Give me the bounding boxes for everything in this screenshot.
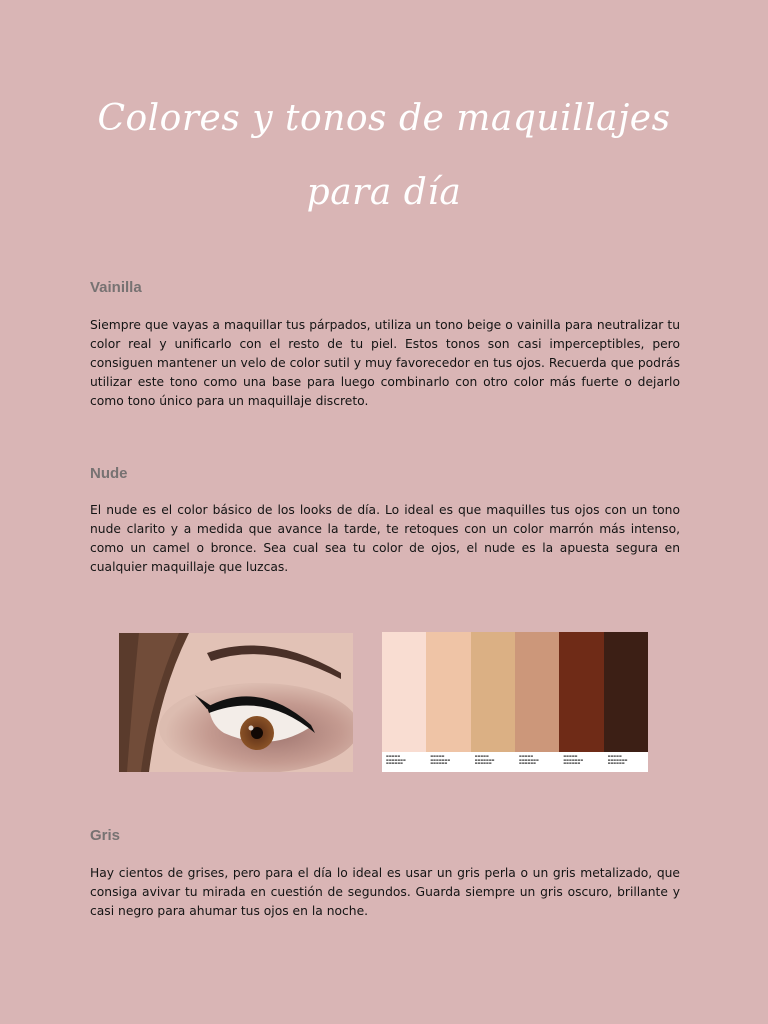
color-palette <box>382 632 648 772</box>
palette-swatch-code: ▬▬▬▬▬ ▬▬▬▬▬▬▬ ▬▬▬▬▬▬ <box>518 755 539 766</box>
eye-makeup-photo <box>119 633 353 772</box>
palette-swatch-code: ▬▬▬▬▬ ▬▬▬▬▬▬▬ ▬▬▬▬▬▬ <box>386 755 406 766</box>
section-heading-nude: Nude <box>90 465 128 482</box>
section-paragraph-nude: El nude es el color básico de los looks de día. Lo ideal es que maquilles tus ojos con un tono nude clarito y a medida que avance la tarde, te retoques con un color marrón más intenso, como un camel o bronce. Sea cual sea tu color de ojos, el nude es la apuesta segura en cualquier maquillaje que luzcas. <box>90 503 680 574</box>
palette-swatch-color <box>382 632 426 752</box>
palette-swatch-code: ▬▬▬▬▬ ▬▬▬▬▬▬▬ ▬▬▬▬▬▬ <box>430 755 451 766</box>
palette-swatch-code: ▬▬▬▬▬ ▬▬▬▬▬▬▬ ▬▬▬▬▬▬ <box>474 755 495 766</box>
palette-swatch <box>471 632 515 772</box>
palette-swatch-code: ▬▬▬▬▬ ▬▬▬▬▬▬▬ ▬▬▬▬▬▬ <box>563 755 584 766</box>
section-paragraph-gris: Hay cientos de grises, pero para el día lo ideal es usar un gris perla o un gris metalizado, que consiga avivar tu mirada en cuestión de segundos. Guarda siempre un gris oscuro, brillante y casi negro para ahumar tus ojos en la noche. <box>90 866 680 918</box>
palette-swatch-code: ▬▬▬▬▬ ▬▬▬▬▬▬▬ ▬▬▬▬▬▬ <box>607 755 628 766</box>
palette-swatch-color <box>559 632 603 752</box>
palette-swatch-color <box>515 632 559 752</box>
palette-swatch <box>515 632 559 772</box>
palette-swatch-color <box>471 632 515 752</box>
page-title-line-1: Colores y tonos de maquillajes <box>97 98 671 139</box>
section-paragraph-vainilla: Siempre que vayas a maquillar tus párpados, utiliza un tono beige o vainilla para neutralizar tu color real y unificarlo con el resto de tu piel. Estos tonos son casi imperceptibles, pero consiguen mantener un velo de color sutil y muy favorecedor en tus ojos. Recuerda que podrás utilizar este tono como una base para luego combinarlo con otro color más fuerte o dejarlo como tono único para un maquillaje discreto. <box>90 318 680 408</box>
palette-swatch <box>604 632 648 772</box>
section-heading-vainilla: Vainilla <box>90 279 142 296</box>
section-heading-gris: Gris <box>90 827 121 844</box>
page-title-line-2: para día <box>306 172 462 213</box>
palette-swatch <box>426 632 470 772</box>
palette-swatch <box>382 632 426 772</box>
palette-swatch-color <box>604 632 648 752</box>
palette-swatch <box>559 632 603 772</box>
palette-swatch-color <box>426 632 470 752</box>
